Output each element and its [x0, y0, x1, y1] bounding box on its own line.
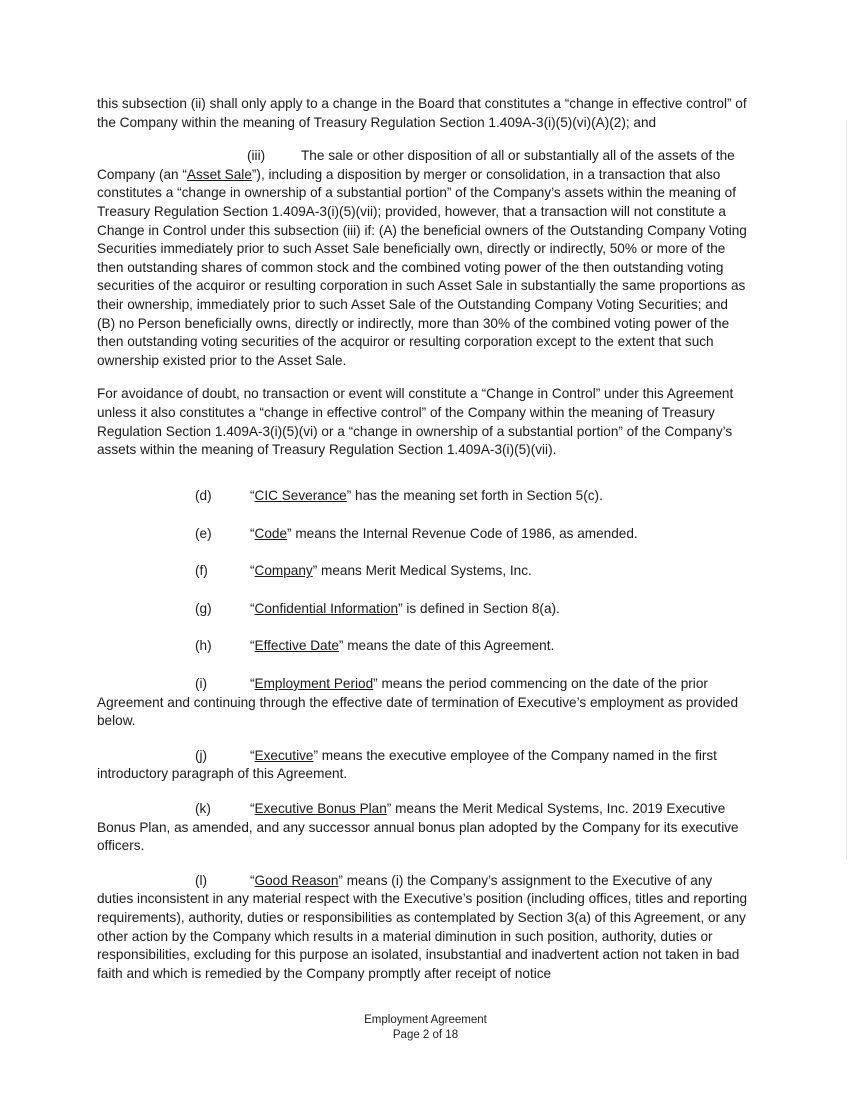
definition-e: (e) “Code” means the Internal Revenue Code of 1986, as amended.	[195, 525, 638, 541]
body-text	[97, 95, 749, 460]
defined-term: CIC Severance	[254, 488, 347, 503]
clause-number: (iii)	[247, 148, 266, 164]
page-footer	[0, 1013, 851, 1043]
definitions-list	[97, 487, 749, 983]
definition-g: (g) “Confidential Information” is defined in Section 8(a).	[195, 600, 560, 616]
definition-l: (l) “Good Reason” means (i) the Company’s assignment to the Executive of any duties inconsistent in any material respect with the Executive’s position (including offices, titles and reporting requirements), authority, duties or responsibilities as contemplated by Section 3(a) of this Agreement, or any other action by the Company which results in a material diminution in such position, authority, duties or responsibilities, excluding for this purpose an isolated, insubstantial and inadvertent action not taken in bad faith and which is remedied by the Company promptly after receipt of notice	[97, 872, 748, 981]
paragraph-ii-end: this subsection (ii) shall only apply to a change in the Board that constitutes a “change in effective control” of the Company within the meaning of Treasury Regulation Section 1.409A-3(i)(5)(vi)(A)(2); and	[97, 96, 747, 130]
definition-i: (i) “Employment Period” means the period commencing on the date of the prior Agreement and continuing through the effective date of termination of Executive’s employment as provided below.	[97, 675, 739, 729]
page-number: Page 2 of 18	[392, 1029, 459, 1041]
defined-term: Company	[254, 563, 313, 579]
defined-term: Asset Sale	[186, 166, 252, 182]
paragraph-avoidance-of-doubt: For avoidance of doubt, no transaction or event will constitute a “Change in Control” under this Agreement unless it also constitutes a “change in effective control” of the Company within the meaning of Treasury Regulation Section 1.409A-3(i)(5)(vi) or a “change in ownership of a substantial portion” of the Company’s assets within the meaning of Treasury Regulation Section 1.409A-3(i)(5)(vii).	[97, 386, 734, 458]
footer-title: Employment Agreement	[364, 1014, 487, 1026]
defined-term: Executive	[254, 747, 314, 763]
scan-edge-line	[846, 120, 847, 860]
defined-term: Effective Date	[254, 638, 339, 654]
definition-d: (d) “CIC Severance” has the meaning set forth in Section 5(c).	[195, 488, 603, 503]
definition-j: (j) “Executive” means the executive employee of the Company named in the first introductory paragraph of this Agreement.	[97, 747, 717, 782]
paragraph-iii: (iii) The sale or other disposition of all or substantially all of the assets of the Company (an “Asset Sale”), including a disposition by merger or consolidation, in a transaction that also constitutes a “change in ownership of a substantial portion” of the Company’s assets within the meaning of Treasury Regulation Section 1.409A-3(i)(5)(vii); provided, however, that a transaction will not constitute a Change in Control under this subsection (iii) if: (A) the beneficial owners of the Outstanding Company Voting Securities immediately prior to such Asset Sale beneficially own, directly or indirectly, 50% or more of the then outstanding shares of common stock and the combined voting power of the then outstanding voting securities of the acquiror or resulting corporation in such Asset Sale in substantially the same proportions as their ownership, immediately prior to such Asset Sale of the Outstanding Company Voting Securities; and (B) no Person beneficially owns, directly or indirectly, more than 30% of the combined voting power of the then outstanding voting securities of the acquiror or resulting corporation except to the extent that such ownership existed prior to the Asset Sale.	[97, 148, 747, 368]
definition-h: (h) “Effective Date” means the date of this Agreement.	[195, 638, 555, 654]
defined-term: Confidential Information	[254, 600, 399, 616]
defined-term: Employment Period	[254, 675, 374, 691]
defined-term: Code	[254, 525, 288, 541]
definition-f: (f) “Company” means Merit Medical Systems, Inc.	[195, 563, 532, 579]
defined-term: Good Reason	[254, 872, 339, 888]
defined-term: Executive Bonus Plan	[254, 800, 387, 816]
definition-k: (k) “Executive Bonus Plan” means the Merit Medical Systems, Inc. 2019 Executive Bonus Plan, as amended, and any successor annual bonus plan adopted by the Company for its executive officers.	[97, 800, 739, 854]
